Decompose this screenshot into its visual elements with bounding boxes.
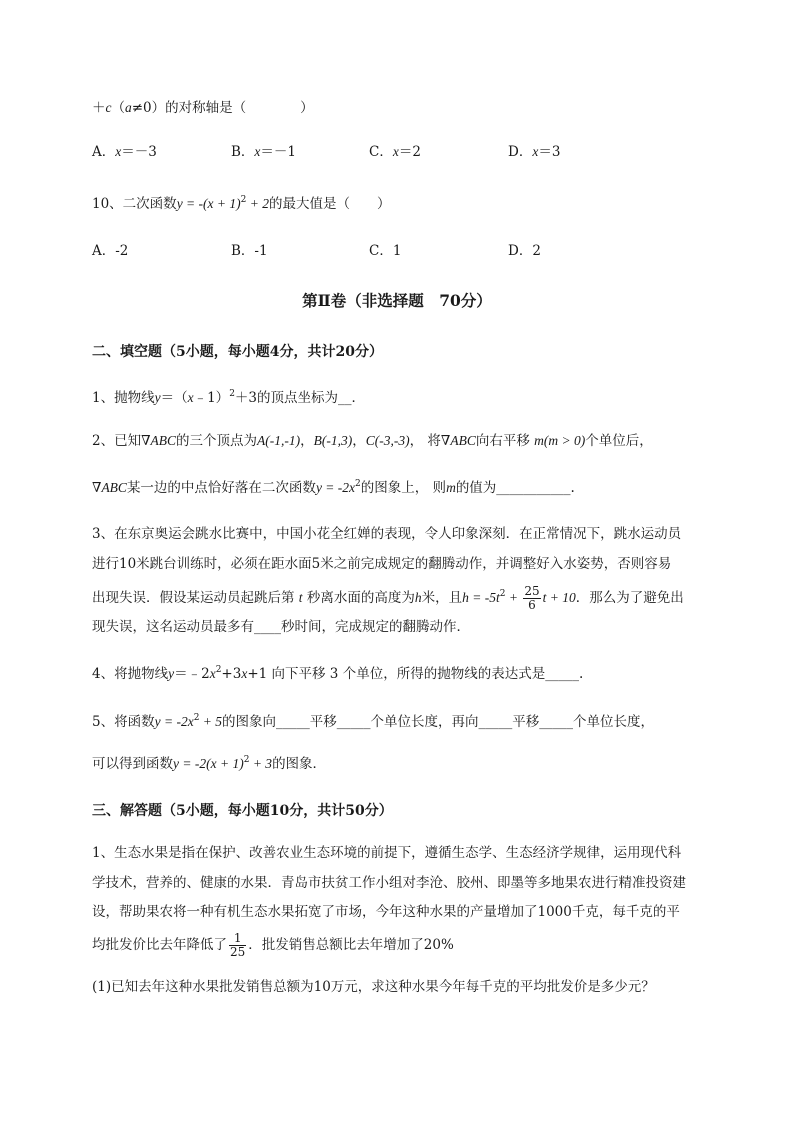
part2-title: 第Ⅱ卷（非选择题 70分）	[302, 291, 492, 310]
fraction-25-6: $\frac{25}{6}$	[524, 584, 540, 612]
q9-option-a: A．x＝－3	[92, 144, 157, 160]
q9-paren: （	[111, 100, 125, 116]
fill-question-2-line2: ∇ABC某一边的中点恰好落在二次函数$y = -2x^2$的图象上， 则m的值为___________.	[92, 479, 575, 496]
fill-question-1: 1、抛物线y＝（x﹣1）$^2$＋3的顶点坐标为__．	[92, 389, 366, 406]
solve-question-1-line4: 均批发价比去年降低了 $\frac{1}{25}$ ．批发销售总额比去年增加了20%	[92, 931, 454, 959]
solve-question-1-line1: 1、生态水果是指在保护、改善农业生态环境的前提下，遵循生态学、生态经济学规律，运用现代科	[92, 845, 682, 861]
fill-question-2-line1: 2、已知∇ABC的三个顶点为A(-1,-1)，B(-1,3)，C(-3,-3)， 将∇ABC向右平移 m(m > 0)个单位后，	[92, 433, 653, 449]
q9-option-c: C．x＝2	[369, 144, 421, 160]
section2-heading: 二、填空题（5小题，每小题4分，共计20分）	[92, 344, 383, 360]
q10-formula-tail: + 2	[246, 196, 269, 211]
fill-question-5-line1: 5、将函数$y = -2x^2 + 5$的图象向_____平移_____个单位长度，再向_____平移_____个单位长度，	[92, 713, 655, 730]
q10-option-d: D．2	[508, 243, 541, 259]
q9-option-b: B．x＝－1	[231, 144, 297, 160]
q9-answer-blank: ）	[246, 100, 314, 116]
fraction-1-25: $\frac{1}{25}$	[230, 931, 246, 959]
solve-question-1-line3: 设，帮助果农将一种有机生态水果拓宽了市场，今年这种水果的产量增加了1000千克，每千克的平	[92, 904, 680, 920]
solve-question-1-part1: (1)已知去年这种水果批发销售总额为10万元，求这种水果今年每千克的平均批发价是多少元？	[92, 979, 655, 995]
section3-heading: 三、解答题（5小题，每小题10分，共计50分）	[92, 803, 393, 819]
solve-question-1-line2: 学技术，营养的、健康的水果．青岛市扶贫工作小组对李沧、胶州、即墨等多地果农进行精准投资建	[92, 875, 686, 891]
fill-question-3-line1: 3、在东京奥运会跳水比赛中，中国小花全红婵的表现，令人印象深刻．在正常情况下，跳水运动员	[92, 526, 682, 542]
q9-option-d: D．x＝3	[508, 144, 561, 160]
q9-var-a: a	[125, 100, 132, 115]
q10-option-c: C．1	[369, 243, 402, 259]
q9-condition: ≠0）的对称轴是（	[131, 100, 247, 116]
q9-var-c: c	[105, 100, 112, 115]
q10-lead: 10、二次函数	[92, 196, 177, 212]
q10-exponent: 2	[240, 195, 247, 205]
fill-question-3-line4: 现失误，这名运动员最多有____秒时间，完成规定的翻腾动作．	[92, 619, 470, 635]
fill-question-5-line2: 可以得到函数$y = -2(x + 1)^2 + 3$的图象．	[92, 755, 327, 772]
q9-plus: ＋	[92, 100, 106, 116]
fill-question-3-line2: 进行10米跳台训练时，必须在距水面5米之前完成规定的翻腾动作，并调整好入水姿势，否则容易	[92, 556, 672, 572]
q10-stem	[92, 190, 391, 214]
fill-question-4: 4、将抛物线$y=﹣2x^2+3x+1$ 向下平移 3 个单位，所得的抛物线的表达式是_____.	[92, 665, 584, 682]
q10-formula: y = -(x + 1)	[176, 196, 241, 211]
q10-tail: 的最大值是（ ）	[269, 196, 391, 212]
q9-stem-tail	[92, 98, 314, 118]
q10-option-a: A．-2	[92, 243, 129, 259]
q10-option-b: B．-1	[231, 243, 268, 259]
fill-question-3-line3: 出现失误．假设某运动员起跳后第 t 秒离水面的高度为h米，且$h = -5t^2$ + $\frac{25}{6}$ t + 10．那么为了避免出	[92, 584, 684, 612]
